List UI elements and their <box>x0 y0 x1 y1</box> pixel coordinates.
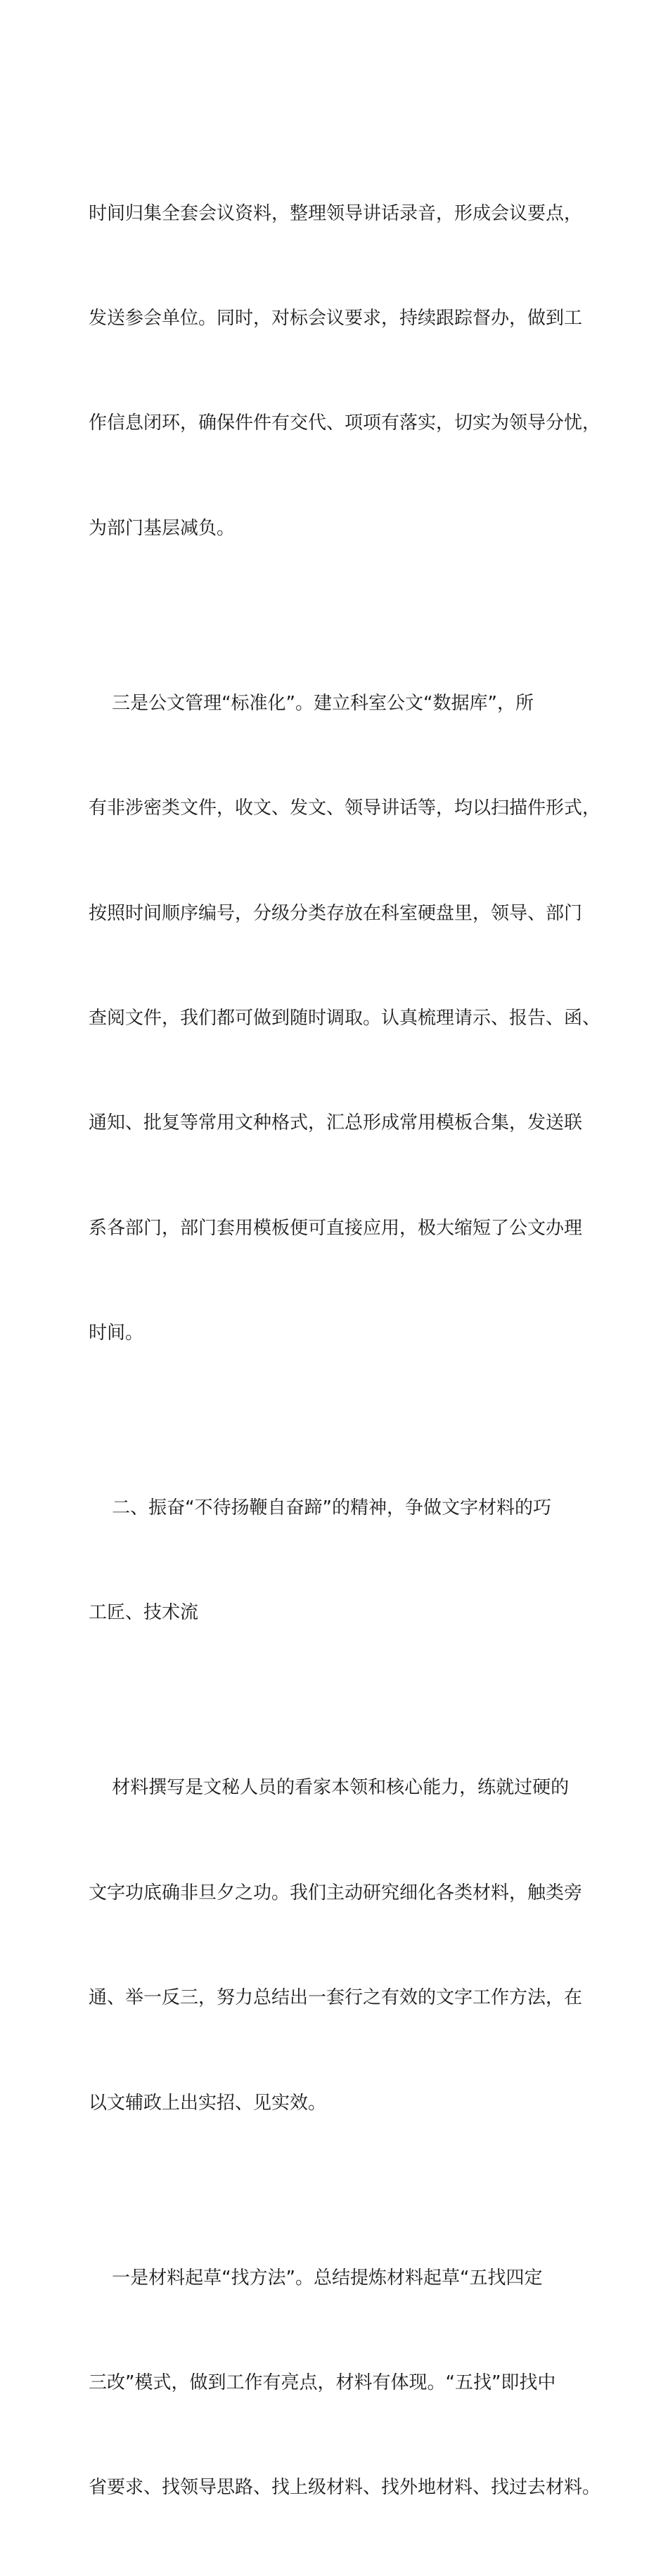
text-line: 作信息闭环，确保件件有交代、项项有落实，切实为领导分忧， <box>89 412 601 434</box>
paragraph-writing-skills <box>89 1701 609 2191</box>
text-line: 时间。 <box>89 1322 144 1344</box>
text-line: 系各部门，部门套用模板便可直接应用，极大缩短了公文办理 <box>89 1217 583 1239</box>
text-line: 时间归集全套会议资料，整理领导讲话录音，形成会议要点， <box>89 202 583 224</box>
paragraph-drafting-method <box>89 2191 609 2576</box>
text-line: 三是公文管理“标准化”。建立科室公文“数据库”，所 <box>89 692 534 714</box>
text-line: 为部门基层减负。 <box>89 517 236 539</box>
text-line: 省要求、找领导思路、找上级材料、找外地材料、找过去材料。 <box>89 2477 601 2499</box>
section-heading <box>89 1421 609 1700</box>
text-line: 二、振奋“不待扬鞭自奋蹄”的精神，争做文字材料的巧 <box>89 1497 552 1519</box>
text-line: 一是材料起草“找方法”。总结提炼材料起草“五找四定 <box>89 2267 543 2289</box>
text-line: 发送参会单位。同时，对标会议要求，持续跟踪督办，做到工 <box>89 307 583 329</box>
text-line: 通知、批复等常用文种格式，汇总形成常用模板合集，发送联 <box>89 1112 583 1134</box>
document-body <box>89 126 609 2576</box>
text-line: 文字功底确非旦夕之功。我们主动研究细化各类材料，触类旁 <box>89 1882 583 1904</box>
text-line: 工匠、技术流 <box>89 1602 199 1624</box>
text-line: 有非涉密类文件，收文、发文、领导讲话等，均以扫描件形式， <box>89 798 601 819</box>
text-line: 按照时间顺序编号，分级分类存放在科室硬盘里，领导、部门 <box>89 902 583 924</box>
text-line: 材料撰写是文秘人员的看家本领和核心能力，练就过硬的 <box>89 1777 570 1799</box>
text-line: 通、举一反三，努力总结出一套行之有效的文字工作方法，在 <box>89 1987 583 2009</box>
paragraph-document-management <box>89 616 609 1421</box>
paragraph-continuation <box>89 126 609 616</box>
text-line: 查阅文件，我们都可做到随时调取。认真梳理请示、报告、函、 <box>89 1007 601 1029</box>
text-line: 三改”模式，做到工作有亮点，材料有体现。“五找”即找中 <box>89 2372 556 2393</box>
text-line: 以文辅政上出实招、见实效。 <box>89 2092 327 2114</box>
